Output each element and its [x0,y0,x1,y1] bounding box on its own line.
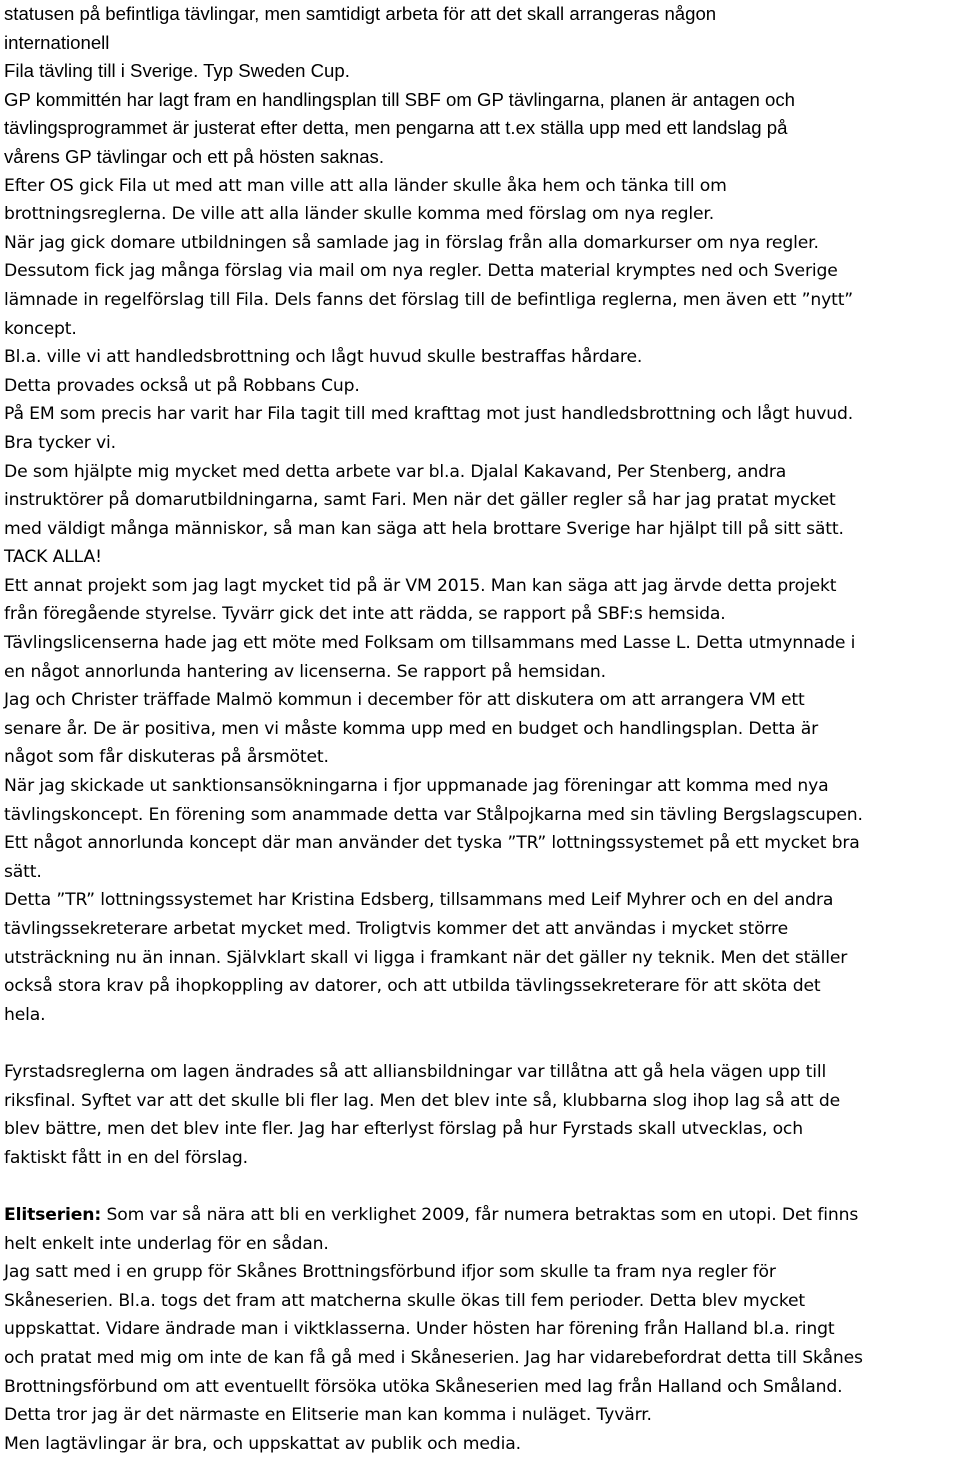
text-line: Efter OS gick Fila ut med att man ville att alla länder skulle åka hem och tänka till om [4,175,727,196]
elitserien-line [0,1201,960,1230]
text-line: helt enkelt inte underlag för en sådan. [4,1233,329,1254]
text-line: koncept. [4,318,77,339]
text-line: tävlingskoncept. En förening som anammade detta var Stålpojkarna med sin tävling Bergslagscupen. [4,804,863,825]
text-line: också stora krav på ihopkoppling av datorer, och att utbilda tävlingssekreterare för att sköta det [4,976,821,997]
text-line: riksfinal. Syftet var att det skulle bli fler lag. Men det blev inte så, klubbarna slog ihop lag så att de [4,1090,840,1111]
text-line: Dessutom fick jag många förslag via mail om nya regler. Detta material krymptes ned och Sverige [4,261,838,282]
paragraph-gap [0,1029,960,1058]
text-line: Detta ”TR” lottningssystemet har Kristina Edsberg, tillsammans med Leif Myhrer och en del andra [4,890,834,911]
text-line: en något annorlunda hantering av licenserna. Se rapport på hemsidan. [4,661,606,682]
text-line: vårens GP tävlingar och ett på hösten saknas. [4,145,385,167]
text-line: TACK ALLA! [4,547,102,568]
text-line: Bl.a. ville vi att handledsbrottning och lågt huvud skulle bestraffas hårdare. [4,347,643,368]
paragraph-gap [0,1172,960,1201]
text-line: från föregående styrelse. Tyvärr gick det inte att rädda, se rapport på SBF:s hemsida. [4,604,726,625]
text-line: statusen på befintliga tävlingar, men samtidigt arbeta för att det skall arrangeras någon [4,3,717,24]
text-line: sätt. [4,861,42,882]
text-line: När jag skickade ut sanktionsansökningarna i fjor uppmanade jag föreningar att komma med nya [4,776,829,797]
text-line: Fyrstadsreglerna om lagen ändrades så att alliansbildningar var tillåtna att gå hela vägen upp till [4,1061,827,1082]
text-line: instruktörer på domarutbildningarna, samt Fari. Men när det gäller regler så har jag pratat mycket [4,490,836,511]
text-line: utsträckning nu än innan. Självklart skall vi ligga i framkant när det gäller ny teknik. Men det ställer [4,947,848,968]
text-line: Fila tävling till i Sverige. Typ Sweden Cup. [4,60,350,82]
text-line: Skåneserien. Bl.a. togs det fram att matcherna skulle ökas till fem perioder. Detta blev mycket [4,1290,806,1311]
text-line: GP kommittén har lagt fram en handlingsplan till SBF om GP tävlingarna, planen är antagen och [4,88,796,110]
text-line: De som hjälpte mig mycket med detta arbete var bl.a. Djalal Kakavand, Per Stenberg, andra [4,461,787,482]
text-line: uppskattat. Vidare ändrade man i viktklasserna. Under hösten har förening från Halland bl.a. ringt [4,1319,835,1340]
text-line: och pratat med mig om inte de kan få gå med i Skåneserien. Jag har vidarebefordrat detta till Skånes [4,1347,863,1368]
text-line: Tävlingslicenserna hade jag ett möte med Folksam om tillsammans med Lasse L. Detta utmynnade i [4,633,856,654]
text-line: tävlingssekreterare arbetat mycket med. Troligtvis kommer det att användas i mycket större [4,919,789,939]
text-line: Jag och Christer träffade Malmö kommun i december för att diskutera om att arrangera VM ett [4,690,805,711]
text-line: lämnade in regelförslag till Fila. Dels fanns det förslag till de befintliga reglerna, men även ett ”nytt” [4,289,854,310]
text-line: hela. [4,1004,46,1025]
text-line: något som får diskuteras på årsmötet. [4,747,329,768]
elitserien-text: Som var så nära att bli en verklighet 2009, får numera betraktas som en utopi. Det finns [106,1204,859,1225]
text-line: Bra tycker vi. [4,432,116,453]
text-line: tävlingsprogrammet är justerat efter detta, men pengarna att t.ex ställa upp med ett landslag på [4,117,788,139]
text-line: blev bättre, men det blev inte fler. Jag har efterlyst förslag på hur Fyrstads skall utvecklas, och [4,1119,803,1140]
text-line: På EM som precis har varit har Fila tagit till med krafttag mot just handledsbrottning och lågt huvud. [4,404,854,425]
text-line: Detta tror jag är det närmaste en Elitserie man kan komma i nuläget. Tyvärr. [4,1405,652,1426]
text-line: Jag satt med i en grupp för Skånes Brottningsförbund ifjor som skulle ta fram nya regler för [4,1262,776,1283]
text-line: Brottningsförbund om att eventuellt försöka utöka Skåneserien med lag från Halland och Småland. [4,1376,843,1397]
text-line: Men lagtävlingar är bra, och uppskattat av publik och media. [4,1433,521,1454]
text-line: När jag gick domare utbildningen så samlade jag in förslag från alla domarkurser om nya regler. [4,232,819,253]
text-line: Detta provades också ut på Robbans Cup. [4,375,360,396]
elitserien-label: Elitserien: [4,1204,102,1225]
text-line: senare år. De är positiva, men vi måste komma upp med en budget och handlingsplan. Detta är [4,718,819,739]
text-line: internationell [4,31,110,53]
text-line: faktiskt fått in en del förslag. [4,1147,248,1168]
text-line: brottningsreglerna. De ville att alla länder skulle komma med förslag om nya regler. [4,204,715,225]
text-line: Ett något annorlunda koncept där man använder det tyska ”TR” lottningssystemet på ett mycket bra [4,833,860,854]
text-line: med väldigt många människor, så man kan säga att hela brottare Sverige har hjälpt till på sitt sätt. [4,518,844,539]
text-line: Ett annat projekt som jag lagt mycket tid på är VM 2015. Man kan säga att jag ärvde detta projekt [4,575,837,596]
